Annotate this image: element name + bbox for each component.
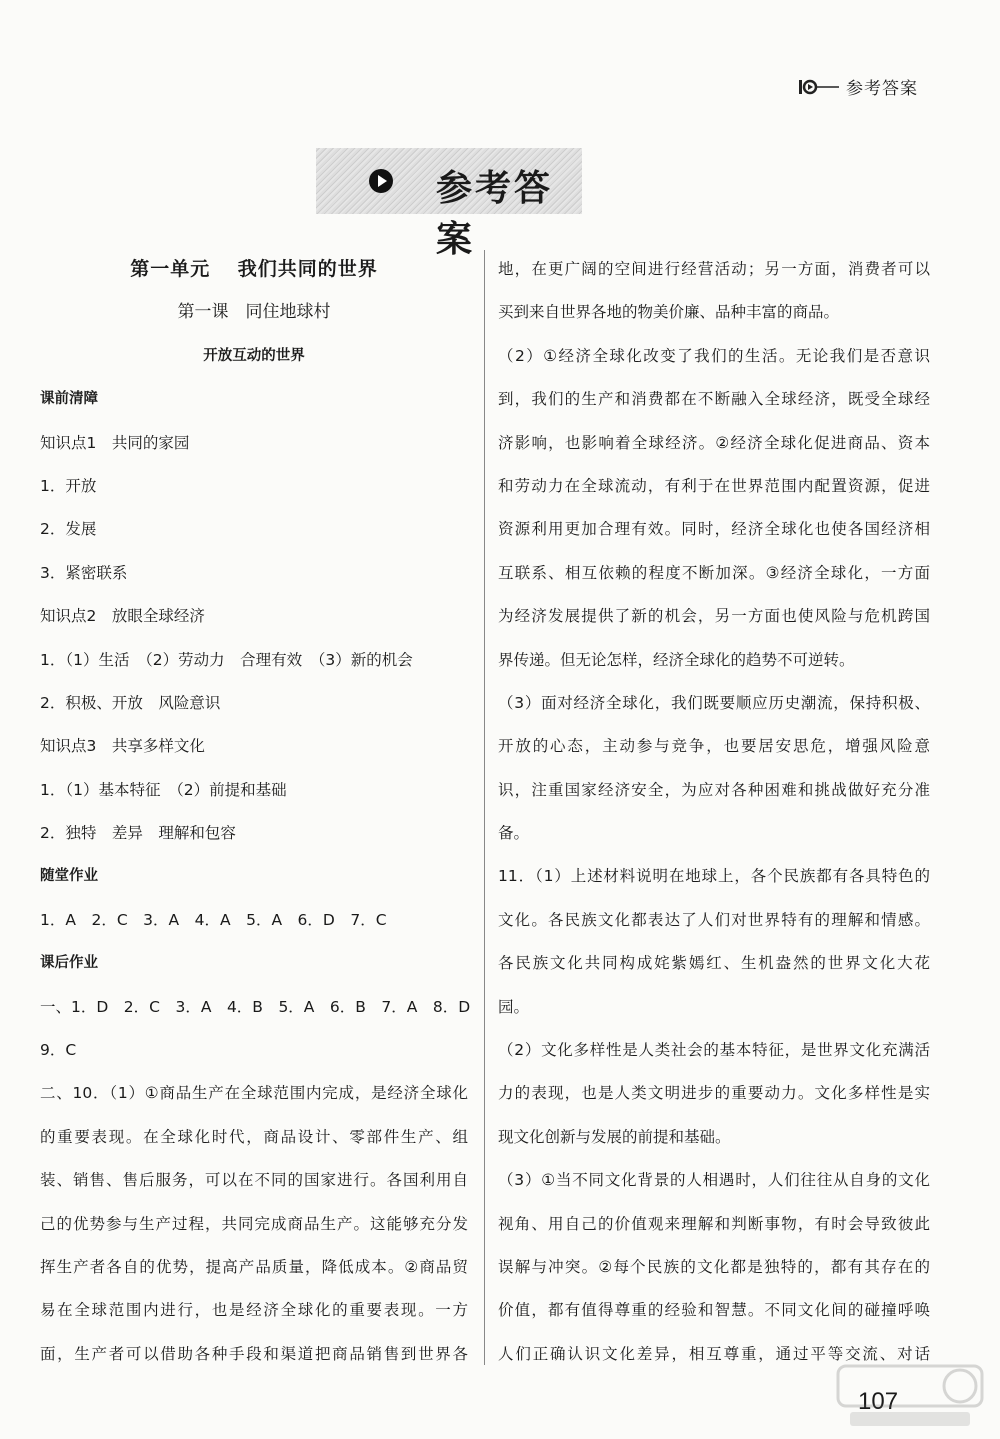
text-line: （3）①当不同文化背景的人相遇时，人们往往从自身的文化: [498, 1171, 930, 1190]
text-line: 买到来自世界各地的物美价廉、品种丰富的商品。: [498, 303, 840, 322]
text-line: （2）文化多样性是人类社会的基本特征，是世界文化充满活: [498, 1041, 930, 1060]
publisher-logo-icon: [798, 76, 840, 98]
topic-heading: 开放互动的世界: [203, 347, 305, 364]
text-line: 2．发展: [40, 520, 97, 539]
column-divider: [484, 250, 485, 1365]
section-heading: 课前清障: [40, 391, 98, 408]
text-line: 2．积极、开放 风险意识: [40, 693, 221, 712]
section-heading: 课后作业: [40, 955, 98, 972]
text-line: 面，生产者可以借助各种手段和渠道把商品销售到世界各: [40, 1344, 468, 1363]
text-line: 的重要表现。在全球化时代，商品设计、零部件生产、组: [40, 1127, 468, 1146]
text-line: 知识点2 放眼全球经济: [40, 607, 205, 626]
text-line: 资源利用更加合理有效。同时，经济全球化也使各国经济相: [498, 520, 930, 539]
text-line: 备。: [498, 824, 530, 843]
banner-title: 参考答案: [436, 167, 554, 260]
text-line: 到，我们的生产和消费都在不断融入全球经济，既受全球经: [498, 390, 930, 409]
text-line: 二、10．（1）①商品生产在全球范围内完成，是经济全球化: [40, 1084, 468, 1103]
text-line: 文化。各民族文化都表达了人们对世界特有的理解和情感。: [498, 910, 930, 929]
unit-heading: 第一单元 我们共同的世界: [130, 258, 378, 280]
text-line: （2）①经济全球化改变了我们的生活。无论我们是否意识: [498, 346, 930, 365]
text-line: 1．（1）生活 （2）劳动力 合理有效 （3）新的机会: [40, 650, 413, 669]
text-line: 界传递。但无论怎样，经济全球化的趋势不可逆转。: [498, 650, 855, 669]
text-line: 园。: [498, 997, 530, 1016]
text-line: 知识点3 共享多样文化: [40, 737, 205, 756]
section-banner: [316, 148, 582, 260]
text-line: 知识点1 共同的家园: [40, 433, 190, 452]
text-line: 1．（1）基本特征 （2）前提和基础: [40, 780, 287, 799]
text-line: 易在全球范围内进行，也是经济全球化的重要表现。一方: [40, 1301, 468, 1320]
left-column: [40, 248, 471, 1376]
text-line: 现文化创新与发展的前提和基础。: [498, 1127, 731, 1146]
running-header-title: 参考答案: [846, 79, 918, 99]
text-line: 一、1．D 2．C 3．A 4．B 5．A 6．B 7．A 8．D: [40, 997, 471, 1016]
text-line: 误解与冲突。②每个民族的文化都是独特的，都有其存在的: [498, 1257, 930, 1276]
text-line: 开放的心态，主动参与竞争，也要居安思危，增强风险意: [498, 737, 930, 756]
lesson-heading: 第一课 同住地球村: [177, 302, 331, 323]
text-line: 1．开放: [40, 476, 97, 495]
text-line: 济影响，也影响着全球经济。②经济全球化促进商品、资本: [498, 433, 930, 452]
text-line: 人们正确认识文化差异，相互尊重，通过平等交流、对话: [498, 1344, 930, 1363]
text-line: 己的优势参与生产过程，共同完成商品生产。这能够充分发: [40, 1214, 468, 1233]
text-line: 视角、用自己的价值观来理解和判断事物，有时会导致彼此: [498, 1214, 930, 1233]
text-line: 价值，都有值得尊重的经验和智慧。不同文化间的碰撞呼唤: [498, 1301, 930, 1320]
text-line: 挥生产者各自的优势，提高产品质量，降低成本。②商品贸: [40, 1257, 468, 1276]
text-line: 力的表现，也是人类文明进步的重要动力。文化多样性是实: [498, 1084, 930, 1103]
text-line: 装、销售、售后服务，可以在不同的国家进行。各国利用自: [40, 1171, 468, 1190]
text-line: 为经济发展提供了新的机会，另一方面也使风险与危机跨国: [498, 607, 930, 626]
page-number: 107: [858, 1388, 899, 1415]
text-line: 互联系、相互依赖的程度不断加深。③经济全球化，一方面: [498, 563, 930, 582]
text-line: 9．C: [40, 1041, 77, 1060]
text-line: 各民族文化共同构成姹紫嫣红、生机盎然的世界文化大花: [498, 954, 930, 973]
watermark-stamp-icon: [830, 1360, 990, 1434]
text-line: （3）面对经济全球化，我们既要顺应历史潮流，保持积极、: [498, 693, 930, 712]
text-line: 11．（1）上述材料说明在地球上，各个民族都有各具特色的: [498, 867, 930, 886]
text-line: 地，在更广阔的空间进行经营活动；另一方面，消费者可以: [498, 260, 930, 278]
play-icon: [368, 168, 394, 194]
right-column: [498, 248, 930, 1376]
text-line: 2．独特 差异 理解和包容: [40, 824, 236, 843]
text-line: 3．紧密联系: [40, 563, 128, 582]
text-line: 1．A 2．C 3．A 4．A 5．A 6．D 7．C: [40, 910, 387, 929]
section-heading: 随堂作业: [40, 868, 98, 885]
text-line: 识，注重国家经济安全，为应对各种困难和挑战做好充分准: [498, 780, 930, 799]
text-line: 和劳动力在全球流动，有利于在世界范围内配置资源，促进: [498, 476, 930, 495]
running-header: [798, 74, 918, 99]
